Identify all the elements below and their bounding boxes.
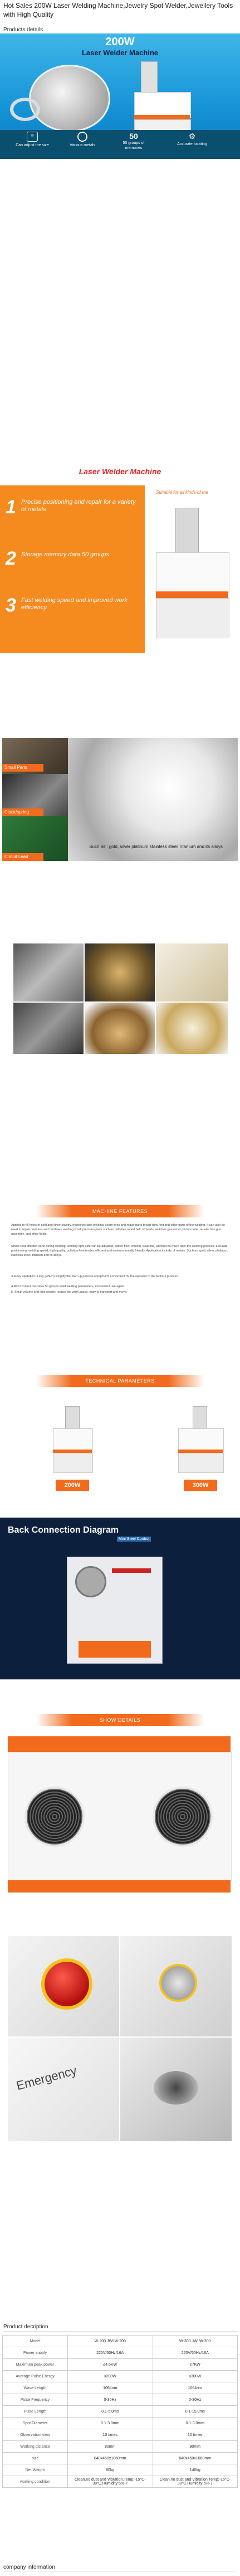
spec-value: 840x450x1060mm <box>153 2453 238 2464</box>
product-description-heading: Product decription <box>3 2324 237 2332</box>
feature-memory <box>114 132 153 151</box>
spec-value: 10 times <box>153 2429 238 2441</box>
spec-key: Working distance <box>3 2441 68 2453</box>
gold-ring-image <box>156 1003 228 1054</box>
feature-paragraph: 3.A key operation: a key (which) simplify the start up process equipment; convenient for the operator to the tedious process. <box>11 1275 179 1278</box>
memory-number: 50 <box>129 132 138 141</box>
emergency-label: Emergency <box>14 2063 79 2093</box>
model-comparison <box>0 1406 240 1501</box>
table-row <box>3 2429 238 2441</box>
wire-weld-image <box>13 1003 84 1054</box>
machine-features-heading: MACHINE FEATURES <box>0 1205 240 1217</box>
collage-label: Small Parts <box>2 764 43 772</box>
spec-value: 1064nm <box>153 2382 238 2394</box>
technical-parameters-heading: TECHNICAL PARAMETERS <box>0 1375 240 1387</box>
company-information-label: company information <box>3 2564 237 2572</box>
spec-key: working condition <box>3 2476 68 2488</box>
back-panel-image <box>67 1557 163 1664</box>
spec-key: Spot Diameter <box>3 2418 68 2429</box>
table-row <box>3 2418 238 2429</box>
feature-label: 50 groups of memories <box>123 141 145 150</box>
feature-adjust-size <box>4 132 60 148</box>
lens-detail-row <box>0 2038 240 2141</box>
spec-value: 1064nm <box>68 2382 153 2394</box>
benefits-panel <box>0 485 240 653</box>
model-label-200w: 200W <box>56 1480 89 1491</box>
page-title: Hot Sales 200W Laser Welding Machine,Jewelry Spot Welder,Jewellery Tools with High Quality <box>3 2 233 18</box>
model-label-300w: 300W <box>184 1480 217 1491</box>
emergency-label-closeup <box>8 2038 119 2141</box>
cooling-fan-right <box>153 1787 213 1847</box>
spec-value: ≤7KW <box>153 2359 238 2371</box>
emergency-stop-closeup <box>8 1936 119 2036</box>
feature-accurate-locating <box>167 132 217 147</box>
spec-value: ≤200W <box>68 2371 153 2382</box>
show-details-heading: SHOW DETAILS <box>0 1714 240 1726</box>
spec-key: Pulse Length <box>3 2406 68 2418</box>
benefit-item <box>6 595 145 623</box>
suitable-text: Suitable for all kinds of me <box>156 490 208 495</box>
benefit-item <box>6 497 145 524</box>
spec-key: size <box>3 2453 68 2464</box>
table-row <box>3 2359 238 2371</box>
machine-300w-image <box>178 1406 223 1473</box>
benefit-item <box>6 548 145 576</box>
spec-value: 0.1-3.0mm <box>68 2418 153 2429</box>
eyepiece-icon <box>154 2071 198 2105</box>
back-connection-title: Back Connection Diagram <box>8 1525 119 1535</box>
watch-movement-image <box>85 943 155 1001</box>
feature-various-metals <box>60 132 105 148</box>
spec-value: 220V/50Hz/16A <box>153 2347 238 2359</box>
spec-key: Observation view <box>3 2429 68 2441</box>
spec-value: 140kg <box>153 2464 238 2476</box>
weld-sample-grid <box>0 943 240 1055</box>
spec-value: 0-30Hz <box>153 2394 238 2406</box>
spec-value: ≤300W <box>153 2371 238 2382</box>
machine-200w-image <box>53 1406 92 1473</box>
benefit-text: Fast welding speed and improved work efficiency <box>21 597 128 611</box>
spec-key: Pulse Frequency <box>3 2394 68 2406</box>
spec-value: Clean,no dust and Vibration,Temp:-15°C-38°C,Humidity:5%-7 <box>153 2476 238 2488</box>
benefit-number: 1 <box>6 497 16 518</box>
table-row <box>3 2406 238 2418</box>
spec-value: 0.1-3.0mm <box>153 2418 238 2429</box>
table-row <box>3 2394 238 2406</box>
emergency-stop-icon <box>41 1958 92 2010</box>
sliders-icon: ≡ <box>27 132 38 142</box>
brass-part-image <box>85 1003 155 1054</box>
spec-value: 0.1-5.0ms <box>68 2406 153 2418</box>
feature-paragraph: 5. Small volume and light weight: reduce the work space, easy to transport and move. <box>11 1291 128 1294</box>
benefit-text: Precise positioning and repair for a variety of metals <box>21 499 136 513</box>
benefit-text: Storage memory data 50 groups <box>21 551 109 558</box>
feature-label: Accurate locating <box>177 142 207 146</box>
spec-key: Maximum peak power <box>3 2359 68 2371</box>
product-spec-table <box>2 2335 238 2488</box>
table-row <box>3 2464 238 2476</box>
spec-key: Wave Length <box>3 2382 68 2394</box>
table-row <box>3 2476 238 2488</box>
key-switch-closeup <box>120 1936 232 2036</box>
back-connection-panel <box>0 1518 240 1679</box>
fan-detail-image <box>0 1736 240 1893</box>
orange-base <box>79 1641 151 1658</box>
spec-value: Clean,no dust and Vibration,Temp:-15°C-38°C,Humidity:5%-7 <box>68 2476 153 2488</box>
back-connection-subtitle: Mini Steel Control <box>117 1537 151 1542</box>
table-row <box>3 2382 238 2394</box>
benefit-number: 3 <box>6 595 16 616</box>
spec-value: 840x450x1060mm <box>68 2453 153 2464</box>
ring-product-image <box>156 943 228 1001</box>
cooling-fan-left <box>25 1787 85 1847</box>
feature-paragraph: Applied to fill holes of gold and silver jewelry, machines spot welding, seam lines and repair parts broad claw feet and other parts of the welding. It can also be used to repair dentures and hardware welding small precision parts such as batteries nickel belt, IC leads, watches gossamer, picture tube, an electron gun assembly, and other fields. <box>11 1224 225 1236</box>
gear-icon: ⚙ <box>188 132 196 141</box>
hero-subheadline: Laser Welder Machine <box>81 49 159 57</box>
hero-headline: 200W <box>105 36 135 48</box>
weld-sample-image <box>13 943 84 1001</box>
orange-panel-top <box>8 1736 231 1752</box>
feature-icon-bar <box>0 130 240 159</box>
collage-caption: Such as : gold, silver platinum,stainless steel Titanium and its alloys <box>89 844 223 849</box>
spec-value: W-300 JWLW-300 <box>153 2336 238 2347</box>
table-row <box>3 2347 238 2359</box>
ring-image <box>10 98 40 121</box>
spec-key: Net Weight <box>3 2464 68 2476</box>
table-row <box>3 2371 238 2382</box>
table-row <box>3 2441 238 2453</box>
spec-key: Power supply <box>3 2347 68 2359</box>
collage-label: Circuit Lead <box>2 853 43 861</box>
spec-value: 90mm <box>153 2441 238 2453</box>
warning-strip <box>112 1568 151 1573</box>
jewelry-flower-image <box>68 738 238 861</box>
benefit-number: 2 <box>6 548 16 569</box>
machine-image <box>131 61 198 131</box>
collage-label: Clock/spring <box>2 808 43 816</box>
feature-label: Can adjust the size <box>16 143 49 147</box>
spec-value: 90mm <box>68 2441 153 2453</box>
zoom-lens-image <box>29 65 110 132</box>
orange-panel-bottom <box>8 1880 231 1893</box>
key-switch-icon <box>159 1964 197 2002</box>
laser-welder-title: Laser Welder Machine <box>79 467 161 476</box>
machine-image <box>150 508 234 642</box>
feature-label: Various metals <box>70 143 95 147</box>
fan-port-icon <box>75 1566 106 1597</box>
spec-value: 220V/50Hz/16A <box>68 2347 153 2359</box>
application-collage <box>0 738 240 861</box>
ring-icon <box>77 132 87 142</box>
spec-value: 0.1-15.0ms <box>153 2406 238 2418</box>
spec-value: 80kg <box>68 2464 153 2476</box>
button-detail-row <box>0 1936 240 2036</box>
spec-value: W-200 JWLW-200 <box>68 2336 153 2347</box>
spec-value: 0-30Hz <box>68 2394 153 2406</box>
spec-key: Model <box>3 2336 68 2347</box>
table-row <box>3 2336 238 2347</box>
spec-value: ≤4.5KW <box>68 2359 153 2371</box>
spec-value: 10 times <box>68 2429 153 2441</box>
products-details-label: Products details <box>3 27 237 35</box>
table-row <box>3 2453 238 2464</box>
feature-paragraph: Small heat-affected zone during welding, welding spot size can be adjusted, solder flow, smooth, beautiful, without too much after the welding process; accurate position-ing, welding speed, high quality, pollution free,tender, efficient and environmentally friendly. Application include of metals: Such as: gold, silver, platinum, stainless steel, titanium and its alloys. <box>11 1245 228 1258</box>
microscope-closeup <box>120 2038 232 2141</box>
feature-paragraph: 4.MCU control can store 50 groups weld welding parameters, convenient use again. <box>11 1285 125 1288</box>
spec-key: Average Pulse Energy <box>3 2371 68 2382</box>
hero-banner <box>0 33 240 159</box>
